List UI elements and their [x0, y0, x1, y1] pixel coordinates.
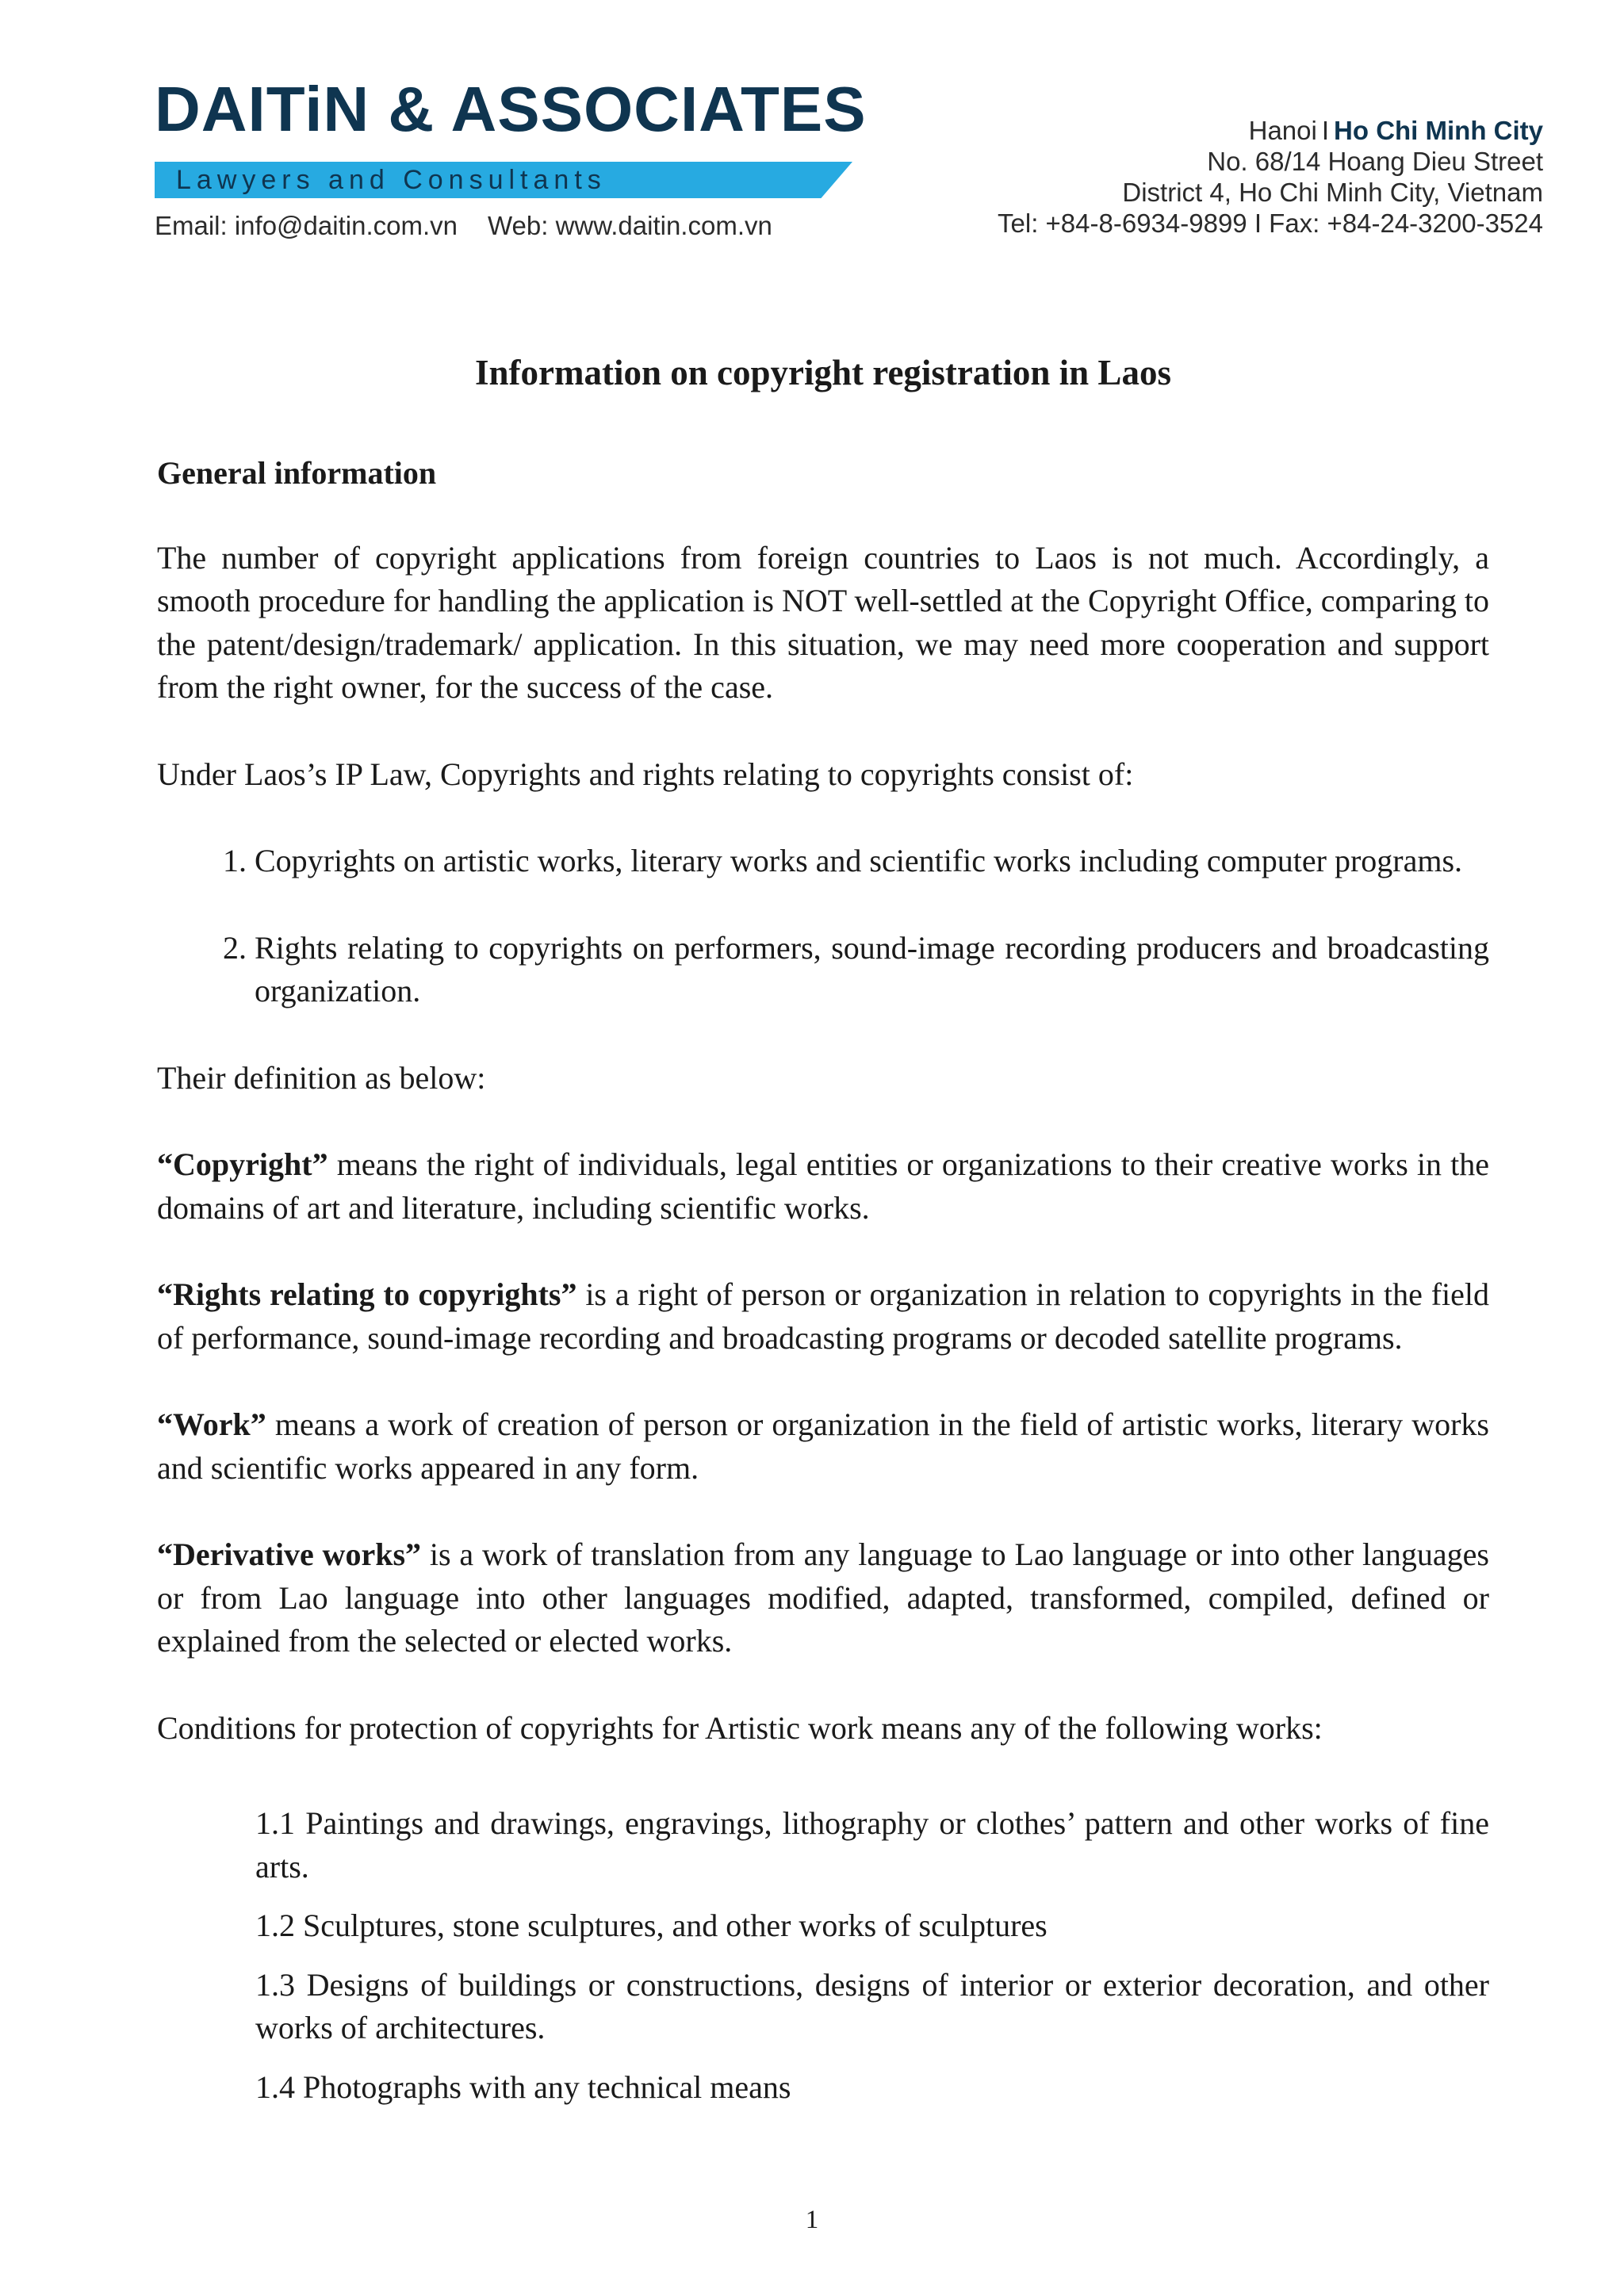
artistic-works-item: 1.4 Photographs with any technical means	[255, 2068, 791, 2105]
definitions-intro: Their definition as below:	[157, 1059, 486, 1096]
artistic-works-list	[157, 1802, 1489, 2109]
document-title: Information on copyright registration in Laos	[475, 353, 1171, 392]
rights-list	[157, 840, 1489, 1013]
artistic-works-item: 1.1 Paintings and drawings, engravings, lithography or clothes’ pattern and other works of fine arts.	[255, 1805, 1489, 1885]
office-cities	[998, 115, 1543, 146]
definition-term: “Rights relating to copyrights”	[157, 1276, 577, 1312]
website-text: Web: www.daitin.com.vn	[487, 211, 772, 240]
rights-list-item: 1. Copyrights on artistic works, literary works and scientific works including computer programs.	[255, 840, 1489, 883]
definition-text: is a work of translation from any language to Lao language or into other languages or from Lao language into other languages modified, adapted, transformed, compiled, defined or explained from the selected or elected works.	[157, 1536, 1489, 1659]
email-text: Email: info@daitin.com.vn	[155, 211, 458, 240]
definition-term: “Derivative works”	[157, 1536, 422, 1572]
firm-logo: DAITiN & ASSOCIATES	[155, 74, 867, 144]
city-separator: I	[1321, 116, 1330, 145]
artistic-works-item: 1.2 Sculptures, stone sculptures, and other works of sculptures	[255, 1908, 1048, 1943]
address-line-2: District 4, Ho Chi Minh City, Vietnam	[1122, 178, 1543, 207]
rights-list-item: 2. Rights relating to copyrights on performers, sound-image recording producers and broadcasting organization.	[255, 927, 1489, 1013]
phone-fax: Tel: +84-8-6934-9899 I Fax: +84-24-3200-3524	[998, 209, 1543, 238]
definition-derivative-works	[157, 1533, 1489, 1663]
ip-law-intro: Under Laos’s IP Law, Copyrights and rights relating to copyrights consist of:	[157, 756, 1134, 792]
contact-line	[155, 211, 772, 241]
address-line-1: No. 68/14 Hoang Dieu Street	[1207, 147, 1543, 176]
conditions-intro: Conditions for protection of copyrights for Artistic work means any of the following works:	[157, 1709, 1323, 1746]
artistic-works-item: 1.3 Designs of buildings or constructions, designs of interior or exterior decoration, and other works of architectures.	[255, 1966, 1489, 2045]
definition-work	[157, 1403, 1489, 1490]
city-hanoi: Hanoi	[1248, 116, 1317, 145]
definition-text: means a work of creation of person or organization in the field of artistic works, literary works and scientific works appeared in any form.	[157, 1406, 1489, 1486]
firm-tagline: Lawyers and Consultants	[176, 165, 607, 195]
definition-text: is a right of person or organization in relation to copyrights in the field of performance, sound-image recording and broadcasting programs or decoded satellite programs.	[157, 1276, 1489, 1356]
section-heading-general: General information	[157, 455, 437, 491]
definition-term: “Work”	[157, 1406, 266, 1442]
city-hcmc: Ho Chi Minh City	[1334, 116, 1543, 145]
page-number: 1	[805, 2206, 819, 2234]
definition-copyright	[157, 1143, 1489, 1230]
definition-related-rights	[157, 1273, 1489, 1360]
definition-term: “Copyright”	[157, 1146, 328, 1182]
document-body	[157, 349, 1489, 2125]
letterhead	[0, 0, 1624, 254]
office-address	[998, 115, 1543, 239]
definition-text: means the right of individuals, legal entities or organizations to their creative works in the domains of art and literature, including scientific works.	[157, 1146, 1489, 1226]
intro-paragraph: The number of copyright applications from foreign countries to Laos is not much. Accordingly, a smooth procedure for handling the application is NOT well-settled at the Copyright Office, comparing to the patent/design/trademark/ application. In this situation, we may need more cooperation and support from the right owner, for the success of the case.	[157, 539, 1489, 705]
